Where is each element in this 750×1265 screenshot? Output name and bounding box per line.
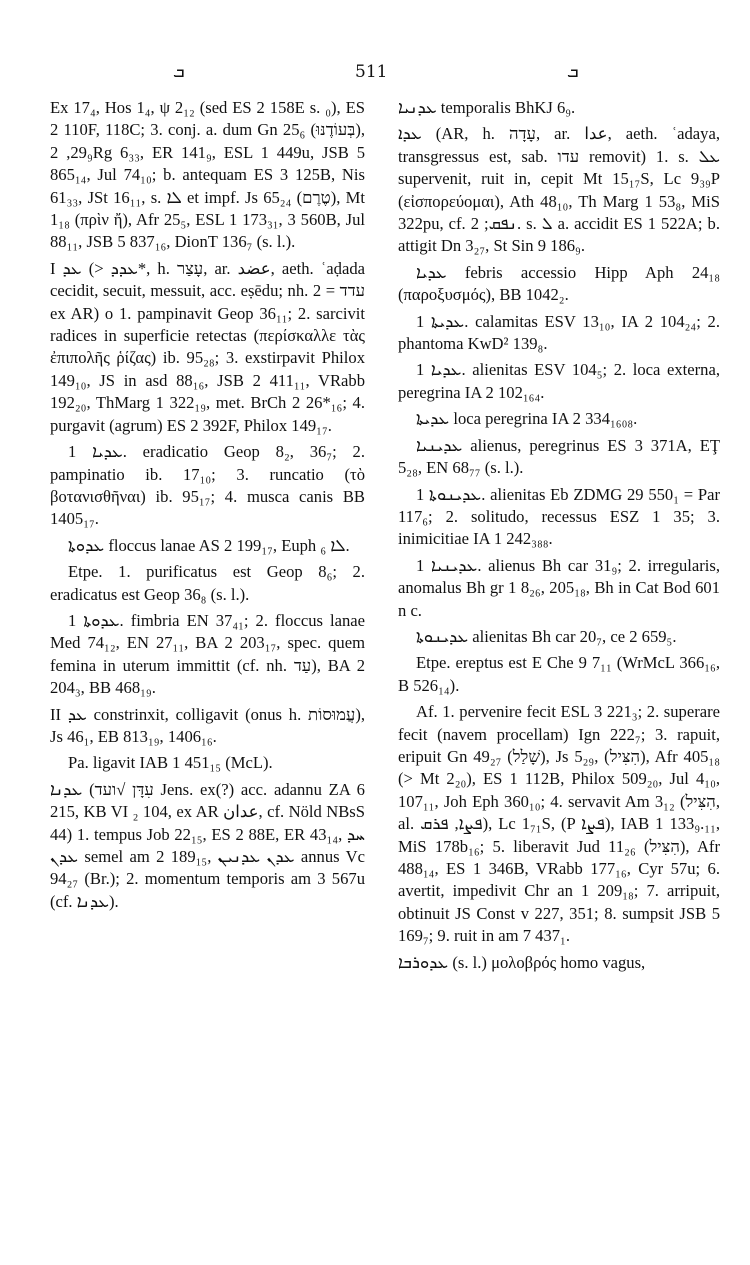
dictionary-entry: ܥܕܝܬܐ loca peregrina IA 2 334₁₆₀₈.	[416, 409, 638, 429]
dictionary-entry: ܥܕܝܬܐ 1. calamitas ESV 13₁₀, IA 2 104₂₄; 2. phantoma KwD² 139₈.	[398, 311, 720, 354]
dictionary-entry: II ܥܕ constrinxit, colligavit (onus h. עֲמוּסוֹת), Js 46₁, EB 813₁₉, 1406₁₆.	[50, 704, 365, 746]
dictionary-entry: ܥܕܝܐ 1. eradicatio Geop 8₂, 36₇; 2. pampinatio ib. 17₁₀; 3. runcatio (τὸ βοτανισθῆναι) ib. 95₁₇; 4. musca canis BB 1405₁₇.	[50, 442, 365, 529]
right-column	[398, 97, 720, 978]
dictionary-entry: ܥܕܝܢܝܐ 1. alienus Bh car 31₉; 2. irregularis, anomalus Bh gr 1 8₂₆, 205₁₈, Bh in Cat Bod 601 n c.	[398, 555, 721, 620]
dictionary-entry: ܥܕܝܢܝܐ alienus, peregrinus ES 3 371A, EŢ 5₂₈, EN 68₇₇ (s. l.).	[398, 435, 720, 478]
left-column	[50, 97, 365, 917]
dictionary-entry: ܥܕܘܪܒܐ (s. l.) μολοβρός homo vagus,	[398, 952, 646, 972]
header-mark-left: ܒ	[173, 62, 185, 82]
dictionary-entry: ܥܕܘܬܐ 1. fimbria EN 37₄₁; 2. floccus lanae Med 74₁₂, EN 27₁₁, BA 2 203₁₇, spec. quem femina in uterum immittit (cf. nh. עַד), BA 2 204₃, BB 468₁₉.	[50, 610, 365, 698]
page-number: 511	[355, 62, 388, 82]
dictionary-entry: ܥܕܢܝܐ temporalis BhKJ 6₉.	[398, 98, 576, 117]
dictionary-entry: ܥܕܢܐ (עִדָּן √ועד Jens. ex(?) acc. adannu ZA 6 215, KB VI ₂ 104, ex AR عدان, cf. Nöld NBsS 44) 1. tempus Job 22₁₅, ES 2 88E, ER 43₁₄, ܚܕ ܥܕܢ semel am 2 189₁₅, ܥܕܢ ܥܕܢܝܢ annus Vc 94₂₇ (Br.); 2. momentum temporis am 3 567u (cf. ܥܕܢܐ).	[50, 779, 365, 911]
dictionary-entry: ܥܕܘܬܐ floccus lanae AS 2 199₁₇, Euph ܠܐ ₆.	[68, 535, 350, 555]
dictionary-entry: Pa. ligavit IAB 1 451₁₅ (McL).	[68, 753, 273, 773]
dictionary-entry: Etpe. 1. purificatus est Geop 8₆; 2. eradicatus est Geop 36₈ (s. l.).	[50, 562, 365, 604]
page-header	[50, 62, 700, 86]
dictionary-entry: ܥܕܝܢܘܬܐ 1. alienitas Eb ZDMG 29 550₁ = Par 117₆; 2. solitudo, recessus ESZ 1 35; 3. inimicitiae IA 1 242₃₈₈.	[398, 484, 720, 549]
dictionary-entry: Etpe. ereptus est E Che 9 7₁₁ (WrMcL 366₁₆, B 526₁₄).	[398, 653, 720, 695]
dictionary-entry: I ܥܕ (> ܥܕܕ*, h. עָצַר, ar. عضد, aeth. ʿaḍada cecidit, secuit, messuit, acc. eṣēdu; nh. עדד = 2 ex AR) o 1. pampinavit Geop 36₁₁; 2. sarcivit radices in superficie retectas (περίσκαλλε τὰς ἐπιπολῆς ῥίζας) ib. 95₂₈; 3. exstirpavit Philox 149₁₀, JS in asd 88₁₆, JSB 2 411₁₁, VRabb 192₂₀, ThMarg 1 322₁₉, met. BrCh 2 26*₁₆; 4. purgavit (agrum) ES 2 392F, Philox 149₁₇.	[50, 258, 365, 435]
dictionary-entry: ܥܕܝܐ 1. alienitas ESV 104₅; 2. loca externa, peregrina IA 2 102₁₆₄.	[398, 360, 720, 402]
dictionary-entry: ܥܕܐ (AR, h. עָדָה, ar. عدا, aeth. ʿadaya, transgressus est, sab. עדו removit) 1. s. ܥܠ supervenit, ruit in, cepit Mt 15₁₇S, Lc 9₃₉P (εἰσπορεύομαι), Ath 48₁₀, Th Marg 1 53₈, MiS 322pu, cf. ܢܦܩ; 2. s. ܠ a. accidit ES 1 522A; b. attigit Dn 3₂₇, St Sin 9 186₉.	[398, 124, 720, 256]
dictionary-entry: Af. 1. pervenire fecit ESL 3 221₃; 2. superare fecit (navem procellam) Ign 222₇; 3. rapuit, eripuit Gn 49₂₇ (שָׁלַל), Js 5₂₉, (הִצִּיל), Afr 405₁₈ (> Mt 2₂₀), ES 1 112B, Philox 509₂₀, Jul 4₁₀, 107₁₁, Joh Eph 360₁₀; 4. servavit Am 3₁₂ (הִצִּיל, al. ܦܨܐ, ܦܪܩ), Lc 1₇₁S, (P ܦܨܐ), IAB 1 133₉.₁₁, MiS 178b₁₆; 5. liberavit Jud 11₂₆ (הִצִּיל), Afr 488₁₄, ES 1 346B, VRabb 177₁₆, Cyr 57u; 6. avertit, impedivit Chr an 1 209₁₈; 7. arripuit, obtinuit JS Const v 227, 351; 8. sumpsit JSB 5 169₇; 9. ruit in am 7 437₁.	[398, 702, 721, 946]
dictionary-entry: Ex 17₄, Hos 1₄, ψ 2₁₂ (sed ES 2 158E s. ₀), ES 2 110F, 118C; 3. conj. a. dum Gn 25₆ (בְּעוֹדֶנּוּ), 29₉, 2Rg 6₃₃, ER 141₉, ESL 1 449u, JSB 5 865₁₄, Jul 74₁₀; b. antequam ES 3 125B, Nis 61₃₃, JSt 16₁₁, s. ܠܐ et impf. Js 65₂₄ (טֶרֶם), Mt 1₁₈ (πρὶν ἤ), Afr 25₅, ESL 1 173₃₁, 3 560B, Jul 88₁₁, JSB 5 837₁₆, DionT 136₇ (s. l.).	[50, 98, 366, 252]
dictionary-entry: ܥܕܝܐ febris accessio Hipp Aph 24₁₈ (παροξυσμός), BB 1042₂.	[398, 262, 720, 305]
header-mark-right: ܒ	[567, 62, 579, 82]
dictionary-entry: ܥܕܝܢܘܬܐ alienitas Bh car 20₇, ce 2 659₅.	[416, 626, 677, 646]
